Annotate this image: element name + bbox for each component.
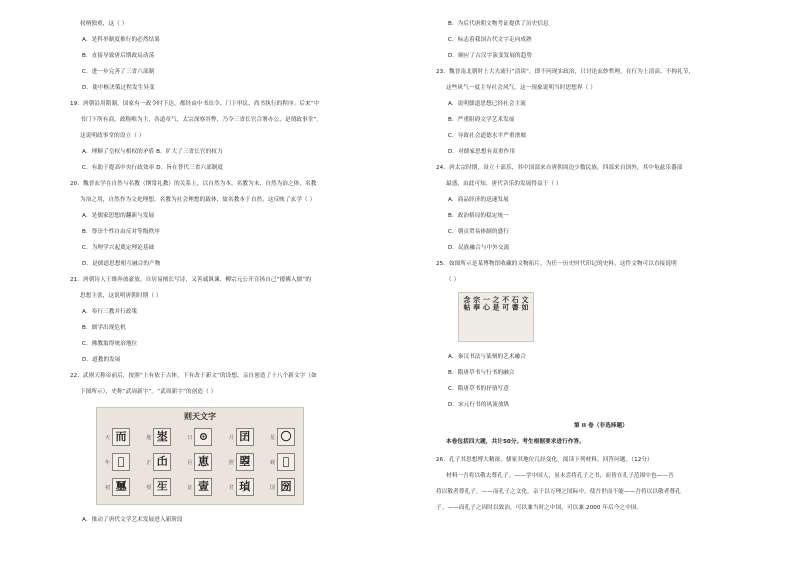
character-cell [105,428,130,446]
text-line: 26．孔子其思想博大精深，儒家其地位几经变化。阅读下列材料，回答问题。（12分） [436,457,653,463]
text-line: B．政治格局的稳定统一 [448,213,509,219]
text-line: A．是科举制度推行的必然结果 [82,37,160,43]
original-character: 证 [187,484,193,491]
calligraphy-rubbing-image [458,292,534,342]
text-line: B．隋唐草书与行书的融合 [448,370,515,376]
new-character: 囝 [236,428,254,446]
text-line: D．对儒家思想有双重作用 [448,149,516,155]
right-column [436,0,766,562]
text-line: C．进一步完善了三省六部制 [82,69,155,75]
calligraphy-column: 石書 [511,296,521,311]
text-line: D．民族融合与中外交流 [448,245,510,251]
text-line: 将以敬者尊孔子。——而孔子之文化，亲于以万理之国际中，使吾世而不能——吾将以以敬者尊孔 [436,489,681,495]
text-line: 这说明政事堂的设立（ ） [80,133,145,139]
new-character: 𤯔 [153,478,171,496]
character-cell [229,453,254,471]
text-line: C．为理学兴起奠定理论基础 [82,245,155,251]
section-title: 第 II 卷（非选择题） [573,423,628,429]
character-cell [270,453,295,471]
text-line: 书门下所有商，政称唯为主，各道章气，太宗深察其弊，乃令三省长官合署办公，是谓政事堂”。 [80,117,323,123]
text-line: 思想主张，这说明唐朝时期（ ） [80,293,162,299]
calligraphy-column: 念帖 [463,296,472,311]
text-line: D．道教的发展 [82,357,121,363]
character-cell [270,428,295,446]
new-character: 而 [112,428,130,446]
character-cell [187,478,212,496]
calligraphy-column: 一心 [482,296,492,311]
new-character: 𡔈 [112,478,130,496]
character-cell [105,478,130,496]
text-line: 21．唐朝诗人王维奔放豪放，自居易擅长写诗，又善诚讽谏，柳宗元公开宣扬自己“援佛入儒”的 [70,277,312,283]
text-line: D．是儒道思想相互融合的产物 [82,261,161,267]
text-line: 19．唐朝沿用隋制，国家有一政令时下达，都经由中书出令、门下审议、尚书执行的程序。后来“中 [70,101,320,107]
text-line: 材料一吾将以敬去尊孔子。——学中国人，虽未尝将孔子之书，而皆在孔子范围中也——吾 [446,473,674,479]
character-row [105,451,295,473]
original-character: 天 [105,434,111,441]
original-character: 授 [146,484,152,491]
character-grid [105,426,295,498]
original-character: 月 [228,434,234,441]
character-row [105,476,295,498]
character-cell [187,428,212,446]
original-character: 年 [105,459,111,466]
section-note: 本卷包括四大题，共计50分。考生根据要求进行作答。 [446,439,585,445]
text-line: 24．唐太宗时期，设立十部乐，其中国部来自唐朝周边少数民族，四部来自国外，其中龟兹乐器部 [436,165,683,171]
new-character: 𠙺 [153,453,171,471]
text-line: D．使中枢决策过程发生异变 [82,85,155,91]
original-character: 地 [146,434,152,441]
text-line: C．佛教取得统治地位 [82,341,138,347]
text-line: B．严重阻碍文学艺术发展 [448,117,515,123]
text-line: B．直接导致唐后期政局动荡 [82,53,155,59]
character-row [105,426,295,448]
new-character: ⊙ [194,428,212,446]
original-character: 臣 [187,459,193,466]
text-line: B．儒学出现危机 [82,325,126,331]
text-line: 最盛，由此可知，唐代音乐的发展得益于（ ） [446,181,562,187]
text-line: 20．魏晋玄学在自然与名教（纲常礼教）的关系上，以自然为本，名教为末，自然为治之体，名教 [70,181,317,187]
wuzetian-characters-image [96,407,304,505]
text-line: 25．如图所示是某博物馆收藏的文物拓片，为任一历史时代印记的史料，这件文物可以直接说明 [436,261,677,267]
new-character: 圀 [277,478,295,496]
character-cell [270,478,295,496]
calligraphy-columns [463,296,529,338]
option-line: A．推动了唐代文学艺术发展进入新阶段 [82,517,183,523]
new-character: 𤦹 [236,478,254,496]
text-line: A．理顺了皇权与相权的矛盾 B．扩大了三省长官的权力 [82,149,223,155]
character-cell [105,453,130,471]
text-line: A．奉行三教并行政策 [82,309,138,315]
character-cell [146,428,171,446]
original-character: 国 [269,484,275,491]
text-line: 22．武则天称帝前后，按照“上有依于古体，下有改于新文”的设想，亲自创造了十八个新文字（如 [70,373,317,379]
calligraphy-column: 不可 [501,296,511,311]
text-line: （ ） [446,277,460,283]
new-character: 曌 [236,453,254,471]
text-line: A．说明儒道思想已经社会主流 [448,101,526,107]
text-line: 子。——而孔子之因时以致治，可以兼当时之中国，可以兼 2000 年后今之中国。 [436,505,643,511]
text-line: A．商品经济的迅速发展 [448,197,509,203]
character-cell [229,428,254,446]
original-character: 正 [146,459,152,466]
original-character: 星 [269,434,275,441]
text-line: 为治之用，自然作为文化理想，名教为社会理想的载体，故名教本于自然，这反映了玄学（ ） [80,197,316,203]
calligraphy-column: 文如 [520,296,530,311]
text-line: C．有助于提高中央行政效率 D．旨在替代三省六部制度 [82,165,224,171]
new-character: 恵 [194,453,212,471]
calligraphy-column: 之是 [491,296,501,311]
text-line: C．朝贡贸易体制的盛行 [448,229,509,235]
calligraphy-column: 宗奉 [472,296,482,311]
new-character: 𡕀 [277,453,295,471]
text-line: A．秦汉书法与篆刻的艺术融合 [448,354,526,360]
text-line: 权柄独重，这（ ） [80,21,128,27]
text-line: D．宋元行书的风流放纵 [448,402,510,408]
character-cell [146,478,171,496]
new-character: 𠡦 [112,453,130,471]
text-line: 这些风气一度主导社会风气。这一现象说明当时思想界（ ） [446,85,596,91]
text-line: 23．魏晋南北朝时士大夫流行“清谈”，即不问现实政治，只讨论玄妙哲理，在行为上清高、不拘礼节， [436,69,695,75]
new-character: 𡔹 [194,478,212,496]
text-line: C．导致社会道德水平严重滑坡 [448,133,527,139]
character-cell [187,453,212,471]
original-character: 初 [105,484,111,491]
character-cell [146,453,171,471]
new-character: 〇 [277,428,295,446]
original-character: 照 [228,459,234,466]
left-column [70,0,396,562]
image-title: 则天文字 [184,411,216,421]
original-character: 君 [228,484,234,491]
text-line: B．为后代唐朝文物考证提供了历史信息 [448,21,549,27]
text-line: C．隋唐草书的抒情写意 [448,386,509,392]
text-line: B．尊崇个性自由反对等级秩序 [82,229,160,235]
text-line: A．是儒家思想的翻新与发展 [82,213,155,219]
original-character: 载 [269,459,275,466]
new-character: 埊 [153,428,171,446]
original-character: 日 [187,434,193,441]
text-line: C．标志着我国古代文字走向成熟 [448,37,532,43]
text-line: D．顺应了古汉字演变发展的趋势 [448,53,533,59]
character-cell [229,478,254,496]
text-line: 下图所示），史称“武周新字”。“武周新字”的创造（ ） [80,389,217,395]
